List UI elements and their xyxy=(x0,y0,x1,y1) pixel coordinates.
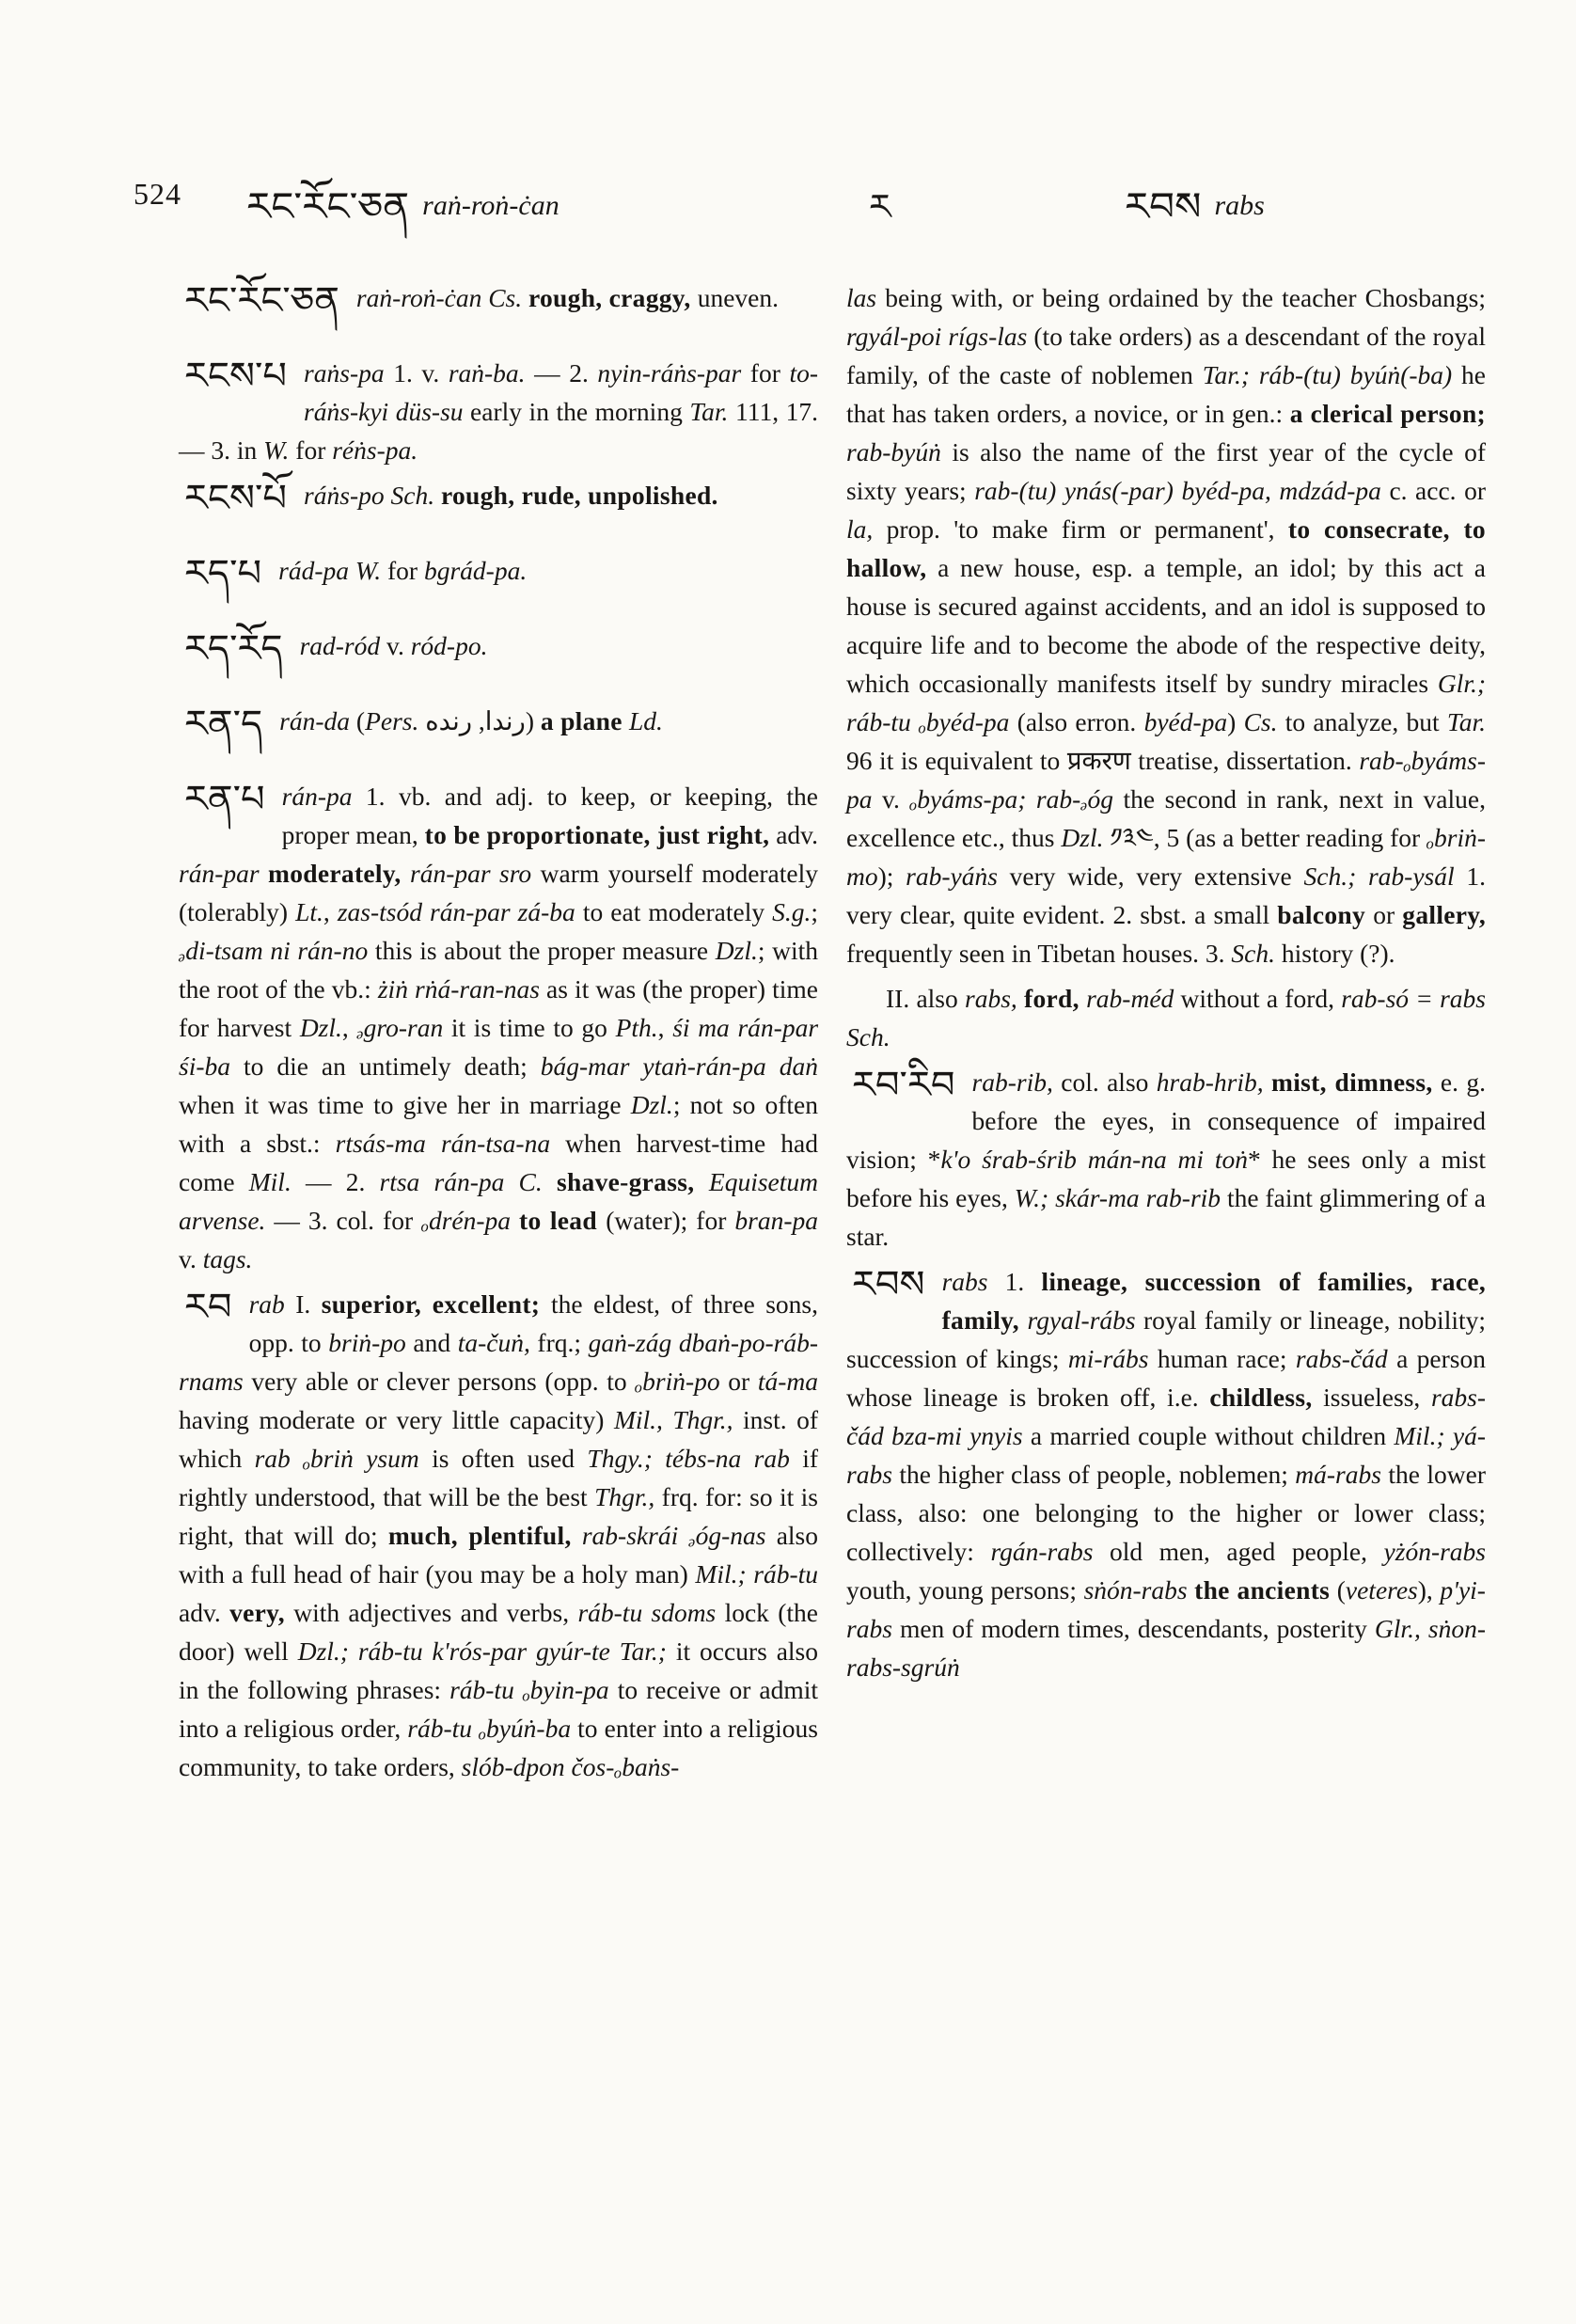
entry-text-segment: much, plentiful, xyxy=(387,1521,572,1550)
entry-text-segment: v. xyxy=(179,1244,203,1273)
entry-text-segment: rán-par sro xyxy=(410,859,532,888)
entry-text-segment: e. g. before the eyes, in consequence of impaired vision; * xyxy=(846,1067,1486,1174)
entry-text-segment: also with a full head of hair (you may be a holy man) xyxy=(179,1521,819,1589)
entry-text-segment: rough, rude, unpolished. xyxy=(440,481,718,510)
entry-text-segment: bgrád-pa. xyxy=(423,556,528,585)
tibetan-headword: རད་པ xyxy=(184,552,262,594)
entry-text-segment: yżón-rabs xyxy=(1383,1537,1487,1566)
tibetan-headword: རད་རོད xyxy=(184,627,283,670)
entry-text-segment: without a ford, xyxy=(1174,984,1342,1013)
running-head-left xyxy=(246,188,559,228)
entry-text-segment: ), xyxy=(1417,1575,1441,1605)
entry-text-segment: ( xyxy=(350,706,366,735)
entry-text-segment: briṅ-po xyxy=(328,1328,406,1357)
entry-text-segment: Sch. xyxy=(846,1022,890,1051)
entry-text-segment xyxy=(653,1444,665,1473)
entry-text-segment: c. acc. or xyxy=(1380,476,1486,505)
entry-text-segment: Ld. xyxy=(628,706,663,735)
tibetan-headword: རངས་པ xyxy=(184,355,288,397)
entry-text-segment: slób-dpon čos-ₒbaṅs- xyxy=(461,1752,680,1781)
entry-text-segment: Glr.; ráb-tu ₒbyéd-pa xyxy=(846,669,1486,736)
entry-text-segment: rabs xyxy=(941,1267,1005,1296)
entry-text-segment: ); xyxy=(877,862,906,891)
entry-text-segment: youth, young persons; xyxy=(846,1575,1084,1605)
entry-text-segment: rab ₒbriṅ ysum xyxy=(254,1444,419,1473)
entry-text-segment: rgyal-rábs xyxy=(1027,1305,1136,1335)
entry-text-segment: adv. xyxy=(179,1598,230,1627)
entry-text-segment: rab-méd xyxy=(1086,984,1174,1013)
entry-text-segment: rab-yáṅs xyxy=(906,862,998,891)
entry-text-segment: uneven. xyxy=(697,283,779,312)
entry-text-segment: the higher class of people, noblemen; xyxy=(891,1460,1296,1489)
entry-text-segment: skár-ma rab-rib xyxy=(1055,1183,1221,1212)
entry-text-segment: the ancients xyxy=(1194,1575,1331,1605)
entry-text-segment: nyin-ráṅs-par xyxy=(597,358,742,387)
entry-text-segment xyxy=(511,1206,519,1235)
entry-text-segment: bran-pa xyxy=(734,1206,818,1235)
entry-text-segment: 1. v. xyxy=(393,358,449,387)
entry-text-segment: — 2. xyxy=(525,358,598,387)
entry-text-segment xyxy=(1264,1067,1271,1097)
running-head-right-tibetan: རབས xyxy=(1125,186,1202,229)
entry-text-segment: Cs. xyxy=(488,283,528,312)
dictionary-entry xyxy=(846,1262,1486,1686)
dictionary-entry xyxy=(179,777,818,1278)
entry-text-segment: Tar. xyxy=(1446,707,1486,736)
entry-text-segment: II. also xyxy=(886,984,965,1013)
entry-text-segment: the faint glimmering of a star. xyxy=(846,1183,1486,1251)
entry-text-segment: , xyxy=(341,1013,357,1042)
entry-text-segment: the eldest, of three sons, opp. to xyxy=(248,1289,818,1357)
entry-text-segment: Cs. xyxy=(1243,707,1278,736)
entry-text-segment: col. also xyxy=(1052,1067,1157,1097)
entry-text-segment: rgán-rabs xyxy=(990,1537,1094,1566)
entry-text-segment: rab-ₒbyáms-pa xyxy=(846,746,1486,814)
entry-text-segment: Mil. xyxy=(248,1167,292,1196)
entry-text-segment: yá-rabs xyxy=(846,1421,1487,1489)
entry-text-segment: for xyxy=(741,358,790,387)
entry-text-segment: las xyxy=(846,283,877,312)
entry-text-segment: sṅon-rabs-sgrúṅ xyxy=(846,1614,1486,1682)
entry-text-segment: to die an untimely death; xyxy=(230,1051,541,1081)
entry-text-segment: ráb-tu sdoms xyxy=(577,1598,717,1627)
entry-text-segment: is also the name of the first year of the cycle of sixty years; xyxy=(846,437,1486,505)
entry-text-segment: lock (the door) well xyxy=(179,1598,818,1666)
entry-text-segment: Mil.; ráb-tu xyxy=(695,1559,818,1589)
entry-text-segment: tébs-na rab xyxy=(665,1444,790,1473)
entry-text-segment: ; not so often with a sbst.: xyxy=(179,1090,818,1158)
entry-text-segment: — 2. xyxy=(291,1167,380,1196)
entry-text-segment: moderately, xyxy=(268,859,402,888)
entry-text-segment: to receive or admit into a religious order, xyxy=(179,1675,819,1743)
dictionary-entry xyxy=(179,702,818,745)
entry-text-segment: raṅ-ba. xyxy=(448,358,526,387)
entry-text-segment: ( xyxy=(1330,1575,1346,1605)
entry-text-segment: I. xyxy=(295,1289,322,1319)
left-column xyxy=(179,278,818,1793)
entry-text-segment: śi ma rán-par śi-ba xyxy=(179,1013,819,1081)
entry-text-segment: ráb-tu ₒbyin-pa xyxy=(449,1675,609,1704)
entry-text-segment: frequently seen in Tibetan houses. 3. xyxy=(846,939,1232,968)
dictionary-entry xyxy=(179,354,818,469)
entry-text-segment: rabs, xyxy=(965,984,1017,1013)
entry-text-segment xyxy=(402,859,410,888)
entry-text-segment: Pth. xyxy=(615,1013,658,1042)
entry-text-segment: rabs-čád bza-mi ynyis xyxy=(846,1383,1486,1450)
page-number: 524 xyxy=(134,177,181,211)
entry-text-segment: very able or clever persons (opp. to xyxy=(243,1367,636,1396)
entry-text-segment: S.g. xyxy=(772,897,812,926)
entry-text-segment: for xyxy=(289,435,333,465)
entry-text-segment: rtsa rán-pa C. xyxy=(379,1167,557,1196)
entry-text-segment: * he sees only a mist before his eyes, xyxy=(846,1145,1486,1212)
entry-text-segment: mi-rábs xyxy=(1067,1344,1149,1373)
tibetan-headword: རངས་པོ xyxy=(184,477,288,519)
entry-text-segment: żiṅ rṅá-ran-nas xyxy=(377,974,540,1004)
entry-text-segment xyxy=(572,1521,582,1550)
entry-text-segment: Dzl.; ráb-tu k'rós-par gyúr-te Tar.; xyxy=(297,1636,667,1666)
dictionary-entry xyxy=(846,1063,1486,1256)
tibetan-headword: རང་རོང་ཅན xyxy=(184,279,339,322)
entry-text-segment: rán-pa xyxy=(281,782,366,811)
entry-text-segment xyxy=(1421,1614,1428,1643)
entry-text-segment: Dzl. xyxy=(1061,823,1104,852)
entry-text-segment: رندا, رنده) xyxy=(418,706,541,735)
dictionary-entry xyxy=(846,278,1486,972)
entry-text-segment: gallery, xyxy=(1402,900,1486,929)
dictionary-entry xyxy=(179,626,818,670)
entry-text-segment: and xyxy=(405,1328,458,1357)
entry-text-segment: Pers. xyxy=(365,706,419,735)
entry-text-segment: to eat moderately xyxy=(575,897,773,926)
entry-text-segment: a married couple without children xyxy=(1022,1421,1395,1450)
entry-text-segment: W.; xyxy=(1014,1183,1049,1212)
entry-text-segment: is often used xyxy=(418,1444,588,1473)
tibetan-headword: རབ་རིབ xyxy=(852,1064,955,1106)
entry-text-segment: with adjectives and verbs, xyxy=(284,1598,578,1627)
entry-text-segment: he that has taken orders, a novice, or in gen.: xyxy=(846,360,1486,428)
tibetan-headword: རབ xyxy=(184,1286,232,1328)
entry-text-segment: to enter into a religious community, to take orders, xyxy=(179,1714,819,1781)
entry-text-segment: ༡༣༤, 5 (as a better reading for xyxy=(1103,823,1427,852)
entry-text-segment: ; xyxy=(811,897,819,926)
entry-text-segment: Sch. xyxy=(1231,939,1275,968)
entry-text-segment: lineage, succession of families, race, family, xyxy=(941,1267,1487,1335)
entry-text-segment: having moderate or very little capacity) xyxy=(179,1405,614,1434)
entry-text-segment: rab-só = rabs xyxy=(1341,984,1487,1013)
entry-text-segment: ₒbyáms-pa; rab-ₔóg xyxy=(909,784,1113,814)
entry-text-segment: ₔgro-ran xyxy=(356,1013,444,1042)
entry-text-segment: to consecrate, to hallow, xyxy=(846,514,1486,582)
entry-text-segment: rad-ród xyxy=(299,631,381,660)
entry-text-segment: byéd-pa xyxy=(1143,707,1228,736)
entry-text-segment: adv. xyxy=(769,820,819,849)
entry-text-segment: men of modern times, descendants, posterity xyxy=(891,1614,1375,1643)
dictionary-entry xyxy=(179,476,818,519)
entry-text-segment: Glr., xyxy=(1374,1614,1421,1643)
right-column xyxy=(846,278,1486,1793)
entry-text-segment: rgyál-poi rígs-las xyxy=(846,322,1028,351)
entry-text-segment: when it was time to give her in marriage xyxy=(179,1090,631,1119)
entry-text-segment: má-rabs xyxy=(1295,1460,1381,1489)
entry-text-segment: royal family or lineage, nobility; succession of kings; xyxy=(846,1305,1486,1373)
entry-text-segment: a clerical person; xyxy=(1289,399,1486,428)
entry-text-segment: old men, aged people, xyxy=(1093,1537,1384,1566)
entry-text-segment: childless, xyxy=(1209,1383,1313,1412)
entry-text-segment: mist, dimness, xyxy=(1271,1067,1433,1097)
entry-text-segment: , xyxy=(323,897,338,926)
entry-text-segment: (water); for xyxy=(606,1206,735,1235)
running-head-left-tibetan: རང་རོང་ཅན xyxy=(246,186,410,229)
entry-text-segment: Dzl. xyxy=(715,936,758,965)
entry-text-segment: superior, excellent; xyxy=(321,1289,551,1319)
entry-text-segment: Mil.; xyxy=(1394,1421,1445,1450)
entry-text-segment: k'o śrab-śrib mán-na mi toṅ xyxy=(940,1145,1248,1174)
entry-text-segment: this is about the proper measure xyxy=(368,936,716,965)
entry-text-segment: ford, xyxy=(1024,984,1080,1013)
entry-text-segment: it is time to go xyxy=(443,1013,616,1042)
entry-text-segment: rád-pa xyxy=(278,556,355,585)
dictionary-entry xyxy=(179,1285,818,1786)
entry-text-segment: to analyze, but xyxy=(1277,707,1447,736)
entry-text-segment: Lt. xyxy=(295,897,323,926)
entry-text-segment: v. xyxy=(380,631,411,660)
entry-text-segment: rabs-čád xyxy=(1295,1344,1388,1373)
entry-text-segment: Mil., Thgr., xyxy=(613,1405,733,1434)
dictionary-entry xyxy=(179,278,818,322)
entry-text-segment: zas-tsód rán-par zá-ba xyxy=(337,897,575,926)
entry-text-segment: (also erron. xyxy=(1009,707,1144,736)
entry-text-segment: tags. xyxy=(202,1244,253,1273)
entry-text-segment: if rightly understood, that will be the best xyxy=(179,1444,818,1511)
entry-text-segment: to lead xyxy=(519,1206,607,1235)
entry-text-segment: shave-grass, xyxy=(556,1167,709,1196)
entry-text-segment: ; with the root of the vb.: xyxy=(179,936,819,1004)
entry-text-segment: or xyxy=(1365,900,1403,929)
entry-text-segment xyxy=(1188,1575,1195,1605)
entry-text-segment: rab-byúṅ xyxy=(846,437,941,466)
entry-text-segment: W. xyxy=(263,435,290,465)
entry-text-segment: ród-po. xyxy=(410,631,488,660)
entry-text-segment: ráṅs-po Sch. xyxy=(304,481,441,510)
entry-text-segment: 1. xyxy=(1004,1267,1042,1296)
entry-text-segment: la, xyxy=(846,514,874,544)
entry-text-segment: or xyxy=(719,1367,758,1396)
entry-text-segment: Thgr., xyxy=(594,1482,655,1511)
entry-text-segment: rán-par xyxy=(179,859,260,888)
entry-text-segment: ₔdi-tsam ni rán-no xyxy=(179,936,369,965)
tibetan-headword: རབས xyxy=(852,1263,925,1305)
entry-text-segment: human race; xyxy=(1148,1344,1296,1373)
entry-text-segment: prop. 'to make firm or permanent', xyxy=(873,514,1288,544)
tibetan-headword: རན་པ xyxy=(184,778,265,820)
entry-text-segment: Sch.; rab-ysál xyxy=(1303,862,1455,891)
entry-text-segment: ₒbriṅ-mo xyxy=(846,823,1486,891)
entry-text-segment: balcony xyxy=(1277,900,1366,929)
entry-text-segment: rán-da xyxy=(279,706,351,735)
entry-text-segment: warm yourself moderately (tolerably) xyxy=(179,859,818,926)
entry-text-segment: early in the morning xyxy=(463,397,690,426)
entry-text-segment: to be proportionate, just right, xyxy=(424,820,770,849)
entry-text-segment: ráb-tu ₒbyúṅ-ba xyxy=(407,1714,572,1743)
entry-text-segment: Tar.; ráb-(tu) byúṅ(-ba) xyxy=(1202,360,1453,389)
entry-text-segment: the second in rank, next in value, excellence etc., thus xyxy=(846,784,1486,852)
entry-text-segment: it occurs also in the following phrases: xyxy=(179,1636,819,1704)
entry-text-segment: — 3. col. for xyxy=(265,1206,422,1235)
entry-text-segment: hrab-hrib, xyxy=(1156,1067,1264,1097)
dictionary-entry xyxy=(179,551,818,594)
entry-text-segment: 1. very clear, quite evident. 2. sbst. a small xyxy=(846,862,1486,929)
entry-text-segment xyxy=(1445,1421,1453,1450)
entry-text-segment: gaṅ-zág dbaṅ-po-ráb-rnams xyxy=(179,1328,818,1396)
entry-text-segment: ₒdrén-pa xyxy=(421,1206,512,1235)
entry-text-segment: raṅ-roṅ-ċan xyxy=(355,283,489,312)
entry-text-segment: rab-skrái ₔóg-nas xyxy=(581,1521,766,1550)
entry-text-segment: (to take orders) as a descendant of the royal family, of the caste of noblemen xyxy=(846,322,1486,389)
entry-text-segment: Thgy.; xyxy=(587,1444,653,1473)
entry-text-segment: rab xyxy=(248,1289,296,1319)
entry-text-segment: to-ráṅs-kyi düs-su xyxy=(304,358,818,426)
entry-text-segment: v. xyxy=(872,784,910,814)
entry-text-segment: history (?). xyxy=(1275,939,1395,968)
entry-text-segment xyxy=(260,859,268,888)
entry-text-segment: réṅs-pa. xyxy=(332,435,418,465)
entry-text-segment: , xyxy=(657,1013,673,1042)
entry-text-segment: 111, 17. — 3. in xyxy=(179,397,818,465)
dictionary-entry xyxy=(846,979,1486,1056)
entry-text-segment: a new house, esp. a temple, an idol; by this act a house is secured against accidents, and an idol is supposed to acquire life and to become the abode of the respective deity, which occasionally manifests itself by sundry miracles xyxy=(846,553,1486,698)
entry-text-segment: the lower class, also: one belonging to the higher or lower class; collectively: xyxy=(846,1460,1486,1566)
entry-text-segment: ta-čuṅ, xyxy=(457,1328,530,1357)
entry-text-segment: as it was (the proper) time for harvest xyxy=(179,974,819,1042)
entry-text-segment: frq.; xyxy=(529,1328,589,1357)
entry-text-segment: frq. for: so it is right, that will do; xyxy=(179,1482,818,1550)
entry-text-segment: tá-ma xyxy=(757,1367,818,1396)
entry-text-segment: Tar. xyxy=(689,397,729,426)
entry-text-segment: very, xyxy=(229,1598,285,1627)
running-head-left-translit: raṅ-roṅ-ċan xyxy=(422,190,559,221)
entry-text-segment: for xyxy=(381,556,424,585)
entry-text-segment: rtsás-ma rán-tsa-na xyxy=(335,1129,551,1158)
entry-text-segment: raṅs-pa xyxy=(304,358,394,387)
entry-text-segment: Equisetum arvense. xyxy=(179,1167,818,1235)
entry-text-segment: being with, or being ordained by the teacher Chosbangs; xyxy=(876,283,1486,312)
entry-text-segment: ) xyxy=(1227,707,1244,736)
entry-text-segment: 96 it is equivalent to प्रकरण treatise, dissertation. xyxy=(846,746,1360,775)
entry-text-segment: very wide, very extensive xyxy=(997,862,1304,891)
entry-text-segment: bág-mar ytaṅ-rán-pa daṅ xyxy=(540,1051,818,1081)
entry-text-segment: veteres xyxy=(1345,1575,1418,1605)
entry-text-segment xyxy=(1017,984,1024,1013)
entry-text-segment: a person whose lineage is broken off, i.e. xyxy=(846,1344,1486,1412)
entry-text-segment: a plane xyxy=(540,706,629,735)
entry-text-segment: when harvest-time had come xyxy=(179,1129,819,1196)
running-head-right xyxy=(1125,188,1265,228)
entry-text-segment: Dzl. xyxy=(299,1013,342,1042)
section-letter: ར xyxy=(869,188,891,228)
entry-text-segment: 1. vb. and adj. to keep, or keeping, the proper mean, xyxy=(281,782,818,849)
entry-text-segment: rab-rib, xyxy=(971,1067,1053,1097)
entry-text-segment: issueless, xyxy=(1312,1383,1431,1412)
entry-text-segment: W. xyxy=(355,556,382,585)
entry-text-segment: rough, craggy, xyxy=(528,283,698,312)
running-head-right-translit: rabs xyxy=(1214,190,1265,221)
entry-text-segment: rab-(tu) ynás(-par) byéd-pa, mdzád-pa xyxy=(974,476,1381,505)
entry-text-segment: sṅón-rabs xyxy=(1083,1575,1188,1605)
entry-text-segment: ₒbriṅ-po xyxy=(635,1367,720,1396)
entry-text-segment: inst. of which xyxy=(179,1405,819,1473)
text-columns xyxy=(179,278,1486,1793)
tibetan-headword: རན་ད xyxy=(184,703,263,745)
entry-text-segment: Dzl. xyxy=(630,1090,673,1119)
entry-text-segment: p'yi-rabs xyxy=(846,1575,1486,1643)
